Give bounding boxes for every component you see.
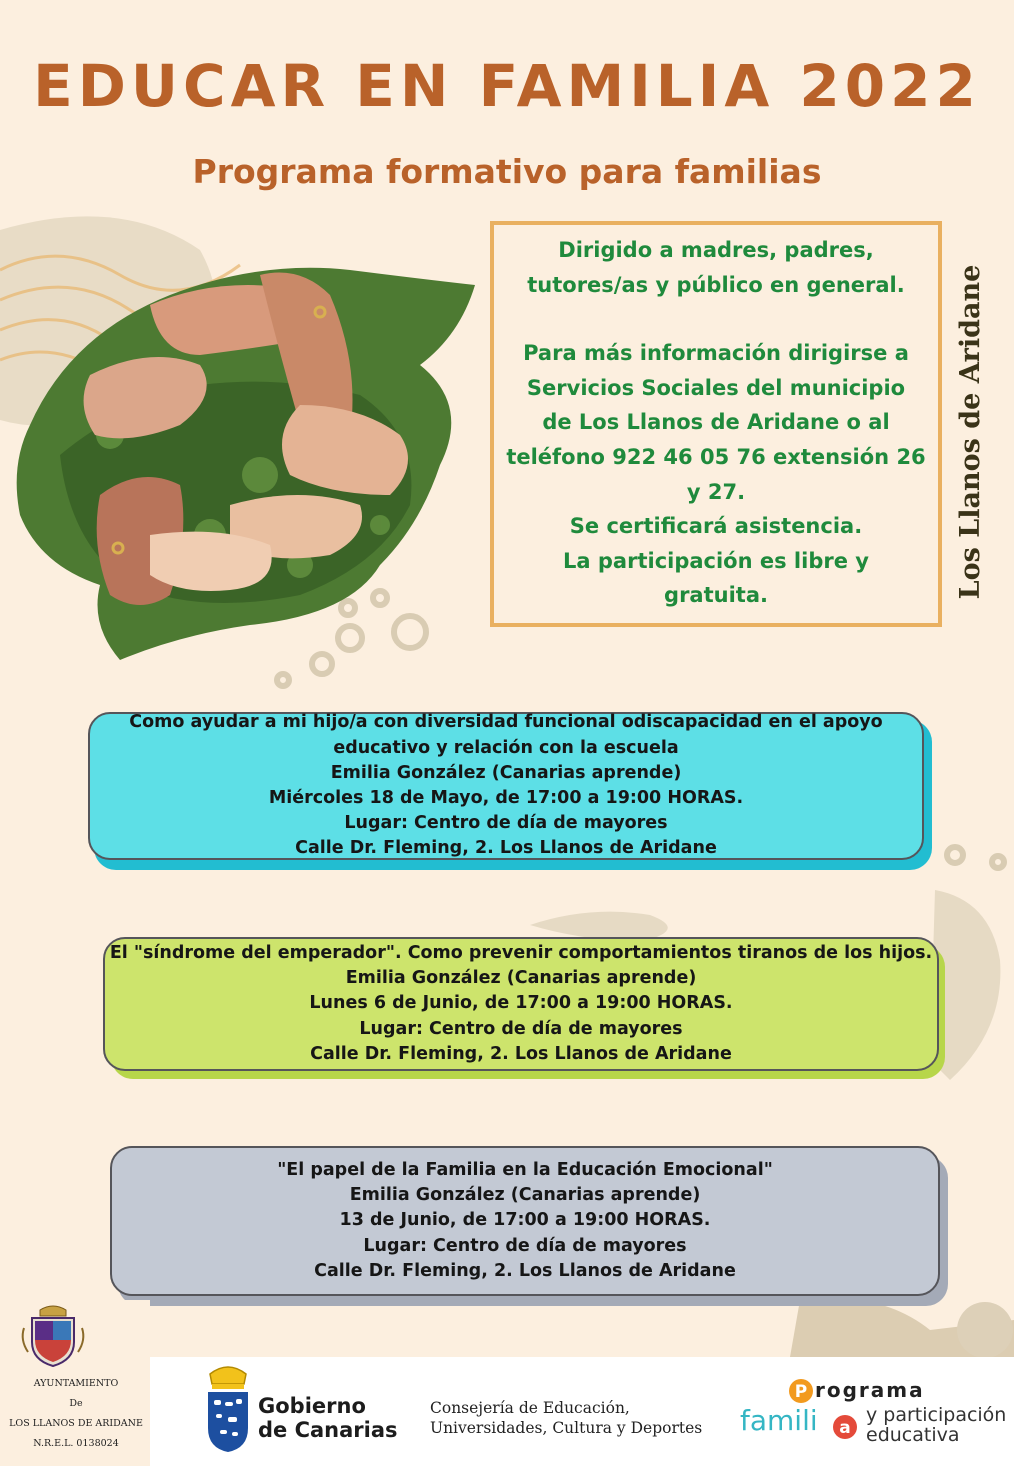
info-line: y 27. bbox=[686, 479, 746, 504]
municipal-crest-icon bbox=[18, 1300, 88, 1370]
consejeria-label bbox=[430, 1398, 702, 1438]
event-card-body bbox=[110, 1146, 940, 1296]
info-box bbox=[490, 221, 942, 627]
event-speaker: Emilia González (Canarias aprende) bbox=[330, 762, 682, 783]
event-address: Calle Dr. Fleming, 2. Los Llanos de Aridane bbox=[310, 1043, 732, 1064]
info-line: Para más información dirigirse a bbox=[523, 341, 909, 366]
ayuntamiento-logo bbox=[0, 1300, 150, 1466]
event-date: 13 de Junio, de 17:00 a 19:00 HORAS. bbox=[339, 1210, 711, 1231]
event-card-body bbox=[88, 712, 924, 860]
event-card-1 bbox=[88, 712, 938, 872]
educativa-word: educativa bbox=[866, 1424, 960, 1446]
svg-text:P: P bbox=[794, 1382, 808, 1402]
programa-p-icon bbox=[788, 1378, 814, 1404]
event-card-2 bbox=[103, 937, 948, 1082]
event-place: Lugar: Centro de día de mayores bbox=[363, 1235, 687, 1256]
programa-word: rograma bbox=[815, 1378, 925, 1402]
event-title: educativo y relación con la escuela bbox=[333, 737, 679, 758]
event-place: Lugar: Centro de día de mayores bbox=[359, 1018, 683, 1039]
participacion-word: y participación bbox=[866, 1404, 1007, 1426]
gobierno-canarias-logo bbox=[258, 1394, 398, 1442]
info-line: de Los Llanos de Aridane o al bbox=[542, 410, 890, 435]
ayuntamiento-line: N.R.E.L. 0138024 bbox=[33, 1438, 119, 1449]
info-line: teléfono 922 46 05 76 extensión 26 bbox=[506, 444, 926, 469]
gobierno-canarias-crest-icon bbox=[202, 1362, 254, 1454]
side-label: Los Llanos de Aridane bbox=[955, 264, 986, 600]
event-title: Como ayudar a mi hijo/a con diversidad funcional odiscapacidad en el apoyo bbox=[129, 712, 883, 733]
event-place: Lugar: Centro de día de mayores bbox=[344, 813, 668, 834]
event-address: Calle Dr. Fleming, 2. Los Llanos de Aridane bbox=[314, 1260, 736, 1281]
familia-a-icon bbox=[832, 1414, 858, 1440]
consejeria-line: Consejería de Educación, bbox=[430, 1399, 630, 1417]
gobierno-line: de Canarias bbox=[258, 1418, 398, 1442]
event-card-body bbox=[103, 937, 939, 1071]
svg-text:a: a bbox=[839, 1418, 851, 1438]
event-speaker: Emilia González (Canarias aprende) bbox=[345, 968, 697, 989]
event-date: Miércoles 18 de Mayo, de 17:00 a 19:00 HORAS. bbox=[268, 788, 744, 808]
programa-familia-logo bbox=[738, 1374, 1014, 1454]
event-speaker: Emilia González (Canarias aprende) bbox=[349, 1185, 701, 1206]
ayuntamiento-line: De bbox=[69, 1398, 83, 1409]
info-line: Servicios Sociales del municipio bbox=[526, 375, 906, 400]
event-date: Lunes 6 de Junio, de 17:00 a 19:00 HORAS. bbox=[309, 993, 733, 1014]
event-title: "El papel de la Familia en la Educación Emocional" bbox=[277, 1159, 773, 1180]
info-line: La participación es libre y bbox=[563, 548, 869, 573]
gobierno-line: Gobierno bbox=[258, 1394, 366, 1418]
ayuntamiento-line: LOS LLANOS DE ARIDANE bbox=[9, 1418, 143, 1429]
event-address: Calle Dr. Fleming, 2. Los Llanos de Aridane bbox=[295, 838, 717, 859]
page-title: EDUCAR EN FAMILIA 2022 bbox=[33, 52, 981, 120]
event-title: El "síndrome del emperador". Como prevenir comportamientos tiranos de los hijos. bbox=[109, 942, 933, 963]
info-line: Dirigido a madres, padres, bbox=[558, 238, 874, 262]
consejeria-line: Universidades, Cultura y Deportes bbox=[430, 1419, 703, 1437]
page-subtitle: Programa formativo para familias bbox=[192, 152, 822, 191]
event-card-3 bbox=[110, 1146, 950, 1308]
info-line: tutores/as y público en general. bbox=[527, 272, 905, 297]
familia-word: famili bbox=[740, 1404, 818, 1437]
ayuntamiento-line: AYUNTAMIENTO bbox=[33, 1378, 119, 1389]
info-line: Se certificará asistencia. bbox=[569, 514, 863, 539]
info-line: gratuita. bbox=[664, 583, 768, 608]
hands-photo bbox=[0, 205, 480, 675]
